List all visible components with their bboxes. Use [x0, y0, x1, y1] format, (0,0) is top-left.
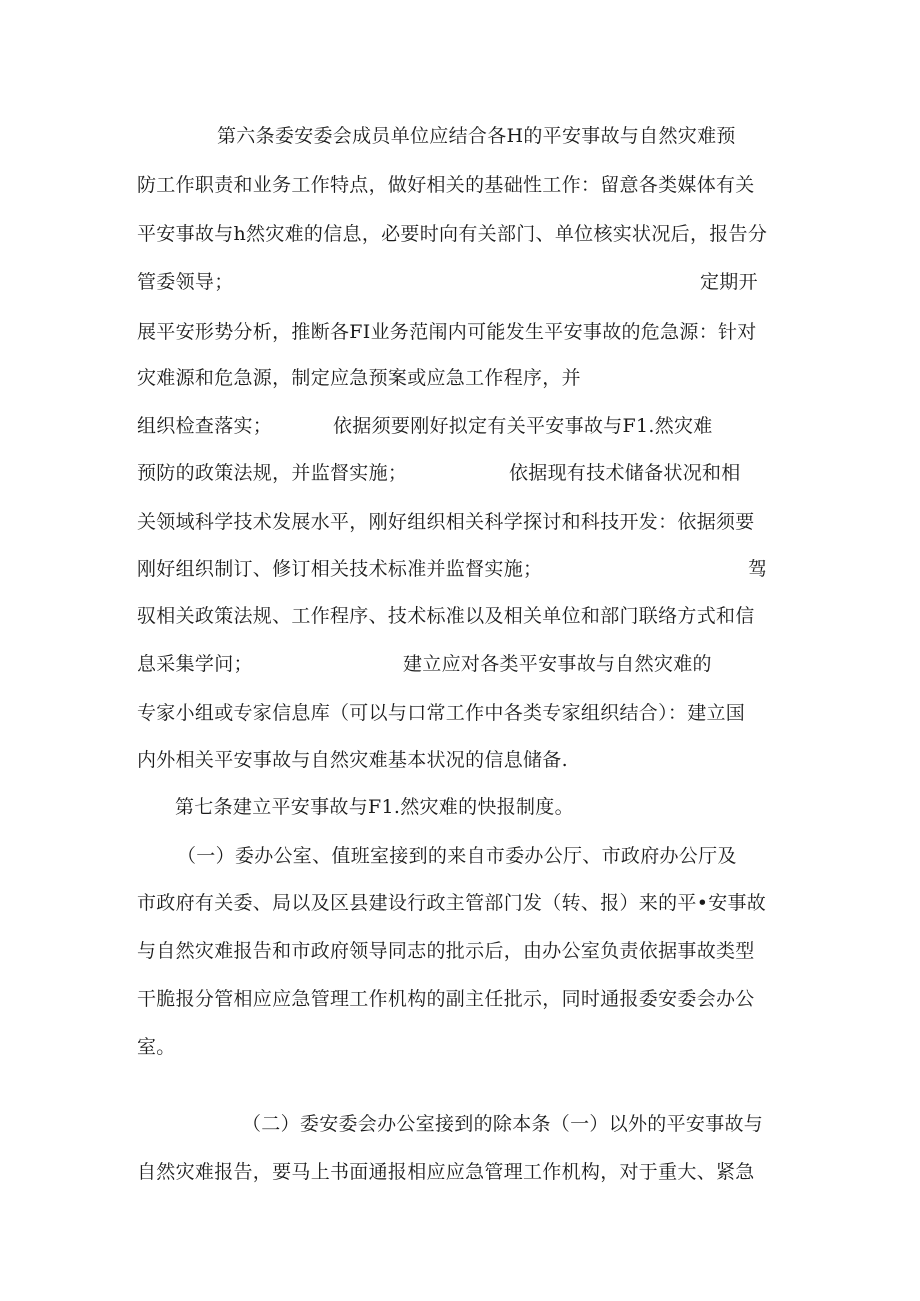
- text-line: 内外相关平安事故与自然灾难基本状况的信息储备.: [137, 749, 568, 771]
- text-segment: 预防的政策法规，并监督实施；: [137, 462, 408, 484]
- text-segment: 驾: [748, 558, 768, 580]
- text-segment: 息采集学问；: [137, 653, 253, 675]
- text-line: 与自然灾难报告和市政府领导同志的批示后，由办公室负责依据事故类型: [137, 940, 755, 962]
- text-segment: 依据现有技术储备状况和相: [509, 462, 741, 484]
- text-line: 平安事故与h然灾难的信息，必要时向有关部门、单位核实状况后，报告分: [137, 223, 768, 245]
- text-segment: 依据须要刚好拟定有关平安事故与F1.然灾难: [333, 415, 713, 437]
- text-line: 展平安形势分析，推断各FI业务范闱内可能发生平安事故的危急源：针对: [137, 321, 757, 343]
- text-line: 第七条建立平安事故与F1.然灾难的快报制度。: [175, 796, 574, 818]
- text-line: 第六条委安委会成员单位应结合各H的平安事故与自然灾难预: [217, 125, 736, 147]
- text-line: 干脆报分管相应应急管理工作机构的副主任批示，同时通报委安委会办公: [137, 988, 755, 1010]
- text-line: 专家小组或专家信息库（可以与口常工作中各类专家组织结合）：建立国: [137, 702, 746, 724]
- text-line: [137, 652, 737, 748]
- text-line: 驭相关政策法规、工作程序、技术标准以及相关单位和部门联络方式和信: [137, 605, 755, 627]
- text-line: [137, 461, 767, 557]
- text-line: 关领域科学技术发展水平，刚好组织相关科学探讨和科技开发：依据须要: [137, 511, 755, 533]
- text-segment: 刚好组织制订、修订相关技术标准并监督实施；: [137, 558, 543, 580]
- text-line: 防工作职责和业务工作特点，做好相关的基础性工作：留意各类媒体有关: [137, 174, 755, 196]
- text-segment: 建立应对各类平安事故与自然灾难的: [403, 653, 712, 675]
- text-segment: 组织检查落实；: [137, 415, 273, 437]
- text-line: （一）委办公室、值班室接到的来自市委办公厅、市政府办公厅及: [177, 845, 737, 867]
- text-segment: 管委领导；: [137, 271, 234, 293]
- text-line: （二）委安委会办公室接到的除本条（一）以外的平安事故与: [242, 1113, 764, 1135]
- text-segment: 定期开: [700, 271, 758, 293]
- text-line: 市政府有关委、局以及区县建设行政主管部门发（转、报）来的平•安事故: [137, 892, 767, 914]
- text-line: 自然灾难报告，要马上书面通报相应应急管理工作机构，对于重大、紧急: [137, 1161, 755, 1183]
- text-line: 灾难源和危急源，制定应急预案或应急工作程序，并: [137, 367, 581, 389]
- text-line: [137, 270, 777, 366]
- text-line: 室。: [137, 1036, 176, 1058]
